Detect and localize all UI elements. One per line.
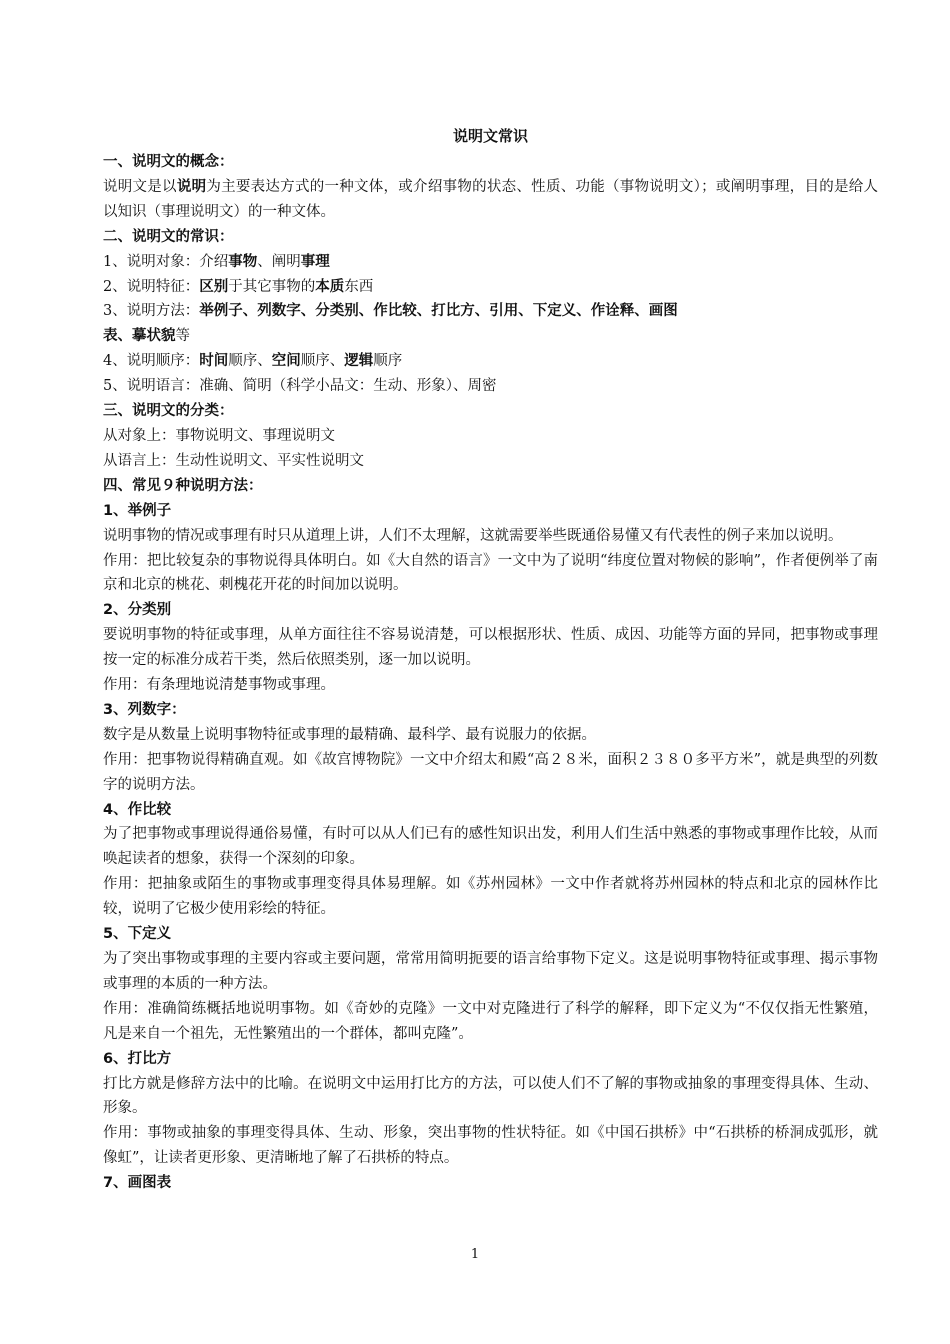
method-compare-effect: 作用：把抽象或陌生的事物或事理变得具体易理解。如《苏州园林》一文中作者就将苏州园林的特点和北京的园林作比较，说明了它极少使用彩绘的特征。	[103, 876, 878, 918]
method-examples-description: 说明事物的情况或事理有时只从道理上讲，人们不太理解，这就需要举些既通俗易懂又有代表性的例子来加以说明。	[103, 527, 843, 544]
section-heading-classification: 三、说明文的分类：	[103, 403, 234, 420]
item-feature: 2、说明特征：区别于其它事物的本质东西	[103, 278, 374, 295]
section-heading-common-knowledge: 二、说明文的常识：	[103, 228, 234, 245]
item-methods-cont: 表、摹状貌等	[103, 328, 190, 345]
method-classify-description: 要说明事物的特征或事理，从单方面往往不容易说清楚，可以根据形状、性质、成因、功能等方面的异同，把事物或事理按一定的标准分成若干类，然后依照类别，逐一加以说明。	[103, 627, 878, 669]
item-methods: 3、说明方法：举例子、列数字、分类别、作比较、打比方、引用、下定义、作诠释、画图	[103, 303, 678, 320]
document-title: 说明文常识	[452, 127, 528, 145]
section-heading-concept: 一、说明文的概念：	[103, 154, 234, 170]
method-heading-charts: 7、画图表	[103, 1175, 172, 1192]
method-compare-description: 为了把事物或事理说得通俗易懂，有时可以从人们已有的感性知识出发，利用人们生活中熟悉的事物或事理作比较，从而唤起读者的想象，获得一个深刻的印象。	[103, 826, 878, 868]
method-analogy-effect: 作用：事物或抽象的事理变得具体、生动、形象，突出事物的性状特征。如《中国石拱桥》中“石拱桥的桥洞成弧形，就像虹”，让读者更形象、更清晰地了解了石拱桥的特点。	[103, 1125, 878, 1167]
method-numbers-effect: 作用：把事物说得精确直观。如《故宫博物院》一文中介绍太和殿“高２８米，面积２３８０多平方米”，就是典型的列数字的说明方法。	[103, 751, 878, 793]
section-heading-methods: 四、常见９种说明方法：	[103, 477, 263, 494]
classification-by-language: 从语言上：生动性说明文、平实性说明文	[103, 452, 364, 469]
method-heading-compare: 4、作比较	[103, 801, 172, 818]
method-examples-effect: 作用：把比较复杂的事物说得具体明白。如《大自然的语言》一文中为了说明“纬度位置对物候的影响”，作者便例举了南京和北京的桃花、刺槐花开花的时间加以说明。	[103, 552, 878, 594]
item-order: 4、说明顺序：时间顺序、空间顺序、逻辑顺序	[103, 353, 403, 370]
item-language: 5、说明语言：准确、简明（科学小品文：生动、形象）、周密	[103, 378, 497, 395]
method-analogy-description: 打比方就是修辞方法中的比喻。在说明文中运用打比方的方法，可以使人们不了解的事物或抽象的事理变得具体、生动、形象。	[103, 1075, 878, 1117]
item-object: 1、说明对象：介绍事物、阐明事理	[103, 253, 330, 270]
page-number: 1	[470, 1247, 480, 1262]
method-heading-analogy: 6、打比方	[103, 1050, 172, 1067]
method-heading-examples: 1、举例子	[103, 502, 172, 519]
method-numbers-description: 数字是从数量上说明事物特征或事理的最精确、最科学、最有说服力的依据。	[103, 726, 596, 743]
method-heading-classify: 2、分类别	[103, 602, 172, 619]
classification-by-object: 从对象上：事物说明文、事理说明文	[103, 427, 335, 444]
method-heading-numbers: 3、列数字：	[103, 701, 186, 718]
method-definition-description: 为了突出事物或事理的主要内容或主要问题，常常用简明扼要的语言给事物下定义。这是说明事物特征或事理、揭示事物或事理的本质的一种方法。	[103, 951, 878, 992]
concept-paragraph: 说明文是以说明为主要表达方式的一种文体，或介绍事物的状态、性质、功能（事物说明文）；或阐明事理，目的是给人以知识（事理说明文）的一种文体。	[103, 178, 879, 220]
method-heading-definition: 5、下定义	[103, 926, 172, 943]
method-definition-effect: 作用：准确简练概括地说明事物。如《奇妙的克隆》一文中对克隆进行了科学的解释，即下定义为“不仅仅指无性繁殖，凡是来自一个祖先，无性繁殖出的一个群体，都叫克隆”。	[103, 1000, 878, 1042]
document-page	[103, 124, 878, 1196]
method-classify-effect: 作用：有条理地说清楚事物或事理。	[103, 677, 335, 694]
